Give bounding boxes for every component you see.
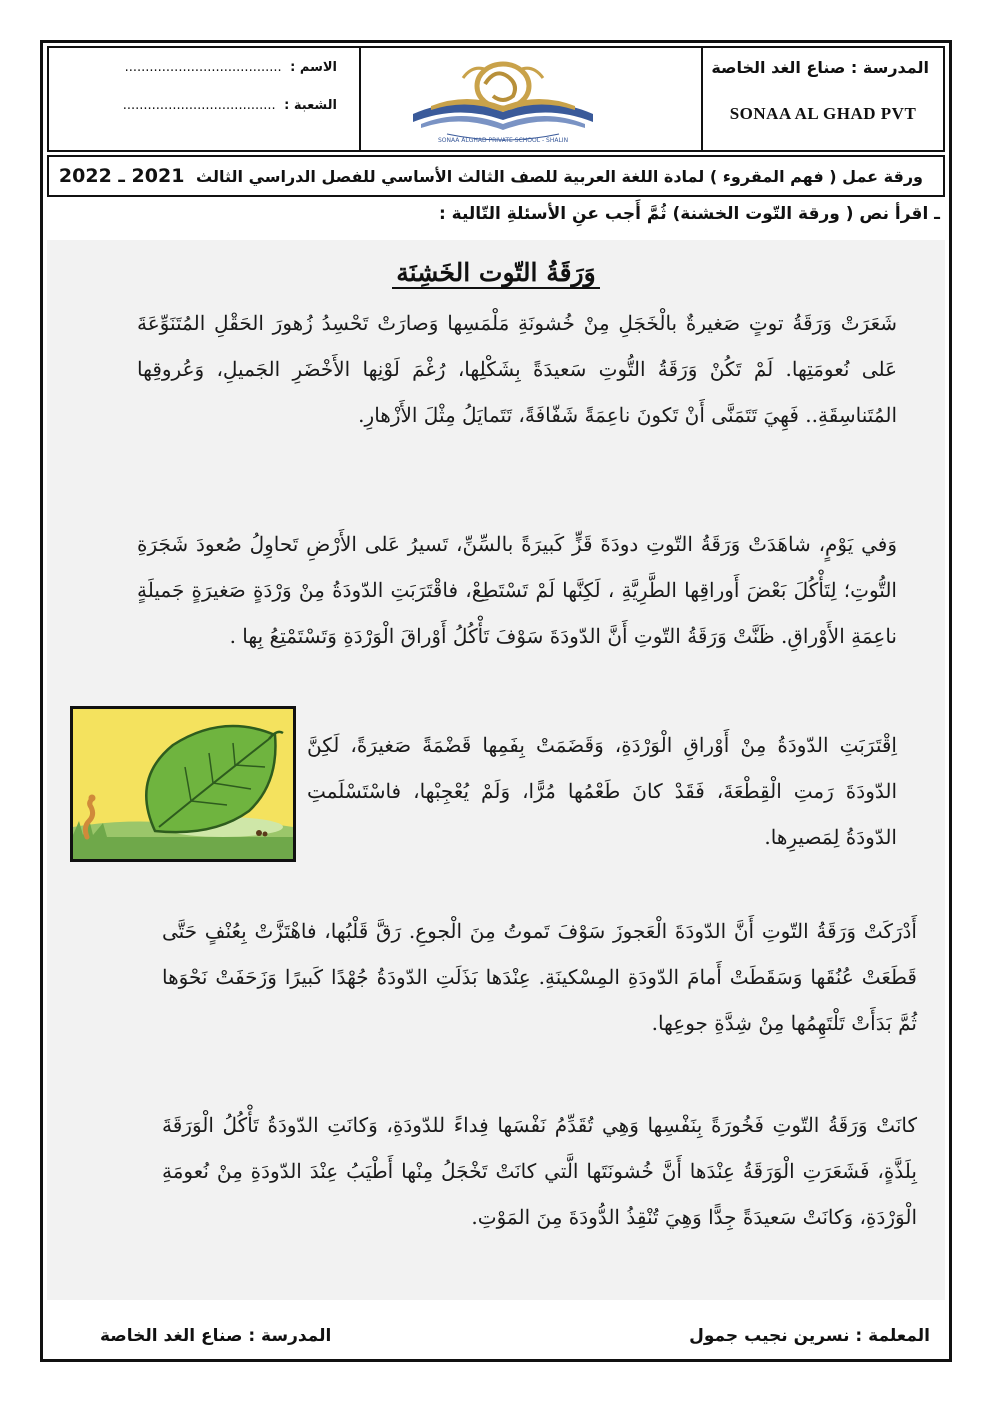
- leaf-illustration: [70, 706, 296, 862]
- footer-school-name: المدرسة : صناع الغد الخاصة: [100, 1326, 332, 1346]
- leaf-icon: [73, 709, 293, 859]
- section-blank[interactable]: .....................................: [122, 98, 276, 113]
- logo-caption: SONAA ALGHAD PRIVATE SCHOOL - SHALIN: [437, 137, 569, 144]
- story-title: [0, 258, 992, 287]
- story-title-text: وَرَقَةُ التّوت الخَشِنَة: [392, 258, 599, 289]
- story-paragraph-1: شَعَرَتْ وَرَقَةُ توتٍ صَغيرةٌ بالْخَجَلِ مِنْ خُشونَةِ مَلْمَسِها وَصارَتْ تَحْسِدُ زُهورَ الحَقْلِ المُتَنَوِّعَةَ عَلى نُعومَتِها. لَمْ تَكُنْ وَرَقَةُ التُّوتِ سَعيدَةً بِشَكْلِها، رُغْمَ لَوْنِها الأَخْضَرِ الجَميلِ، وَعُروقِها المُتَناسِقَةِ.. فَهِيَ تَتَمَنَّى أَنْ تَكونَ ناعِمَةً شَفّافَةً، تَتَمايَلُ مِثْلَ الأَزْهارِ.: [137, 311, 897, 427]
- reading-instruction: ـ اقرأ نص ( ورقة التّوت الخشنة) ثُمَّ أَجب عنِ الأسئلةِ التّالية :: [438, 204, 940, 224]
- worksheet-title: [47, 155, 945, 197]
- teacher-name: المعلمة : نسرين نجيب جمول: [689, 1326, 930, 1346]
- logo-area: [361, 48, 701, 150]
- story-paragraph-3: اِقْتَرَبَتِ الدّودَةُ مِنْ أَوْراقِ الْوَرْدَةِ، وَقَضَمَتْ بِفَمِها قَضْمَةً صَغيرَةً، لَكِنَّ الدّودَةَ رَمتِ الْقِطْعَةَ، فَقَدْ كانَ طَعْمُها مُرًّا، وَلَمْ يُعْجِبْها، فاسْتَسْلَمتِ الدّودَةُ لِمَصيرِها.: [307, 733, 897, 849]
- name-field[interactable]: [125, 60, 337, 75]
- school-logo: [403, 54, 603, 146]
- name-label: الاسم :: [290, 60, 337, 75]
- school-year: 2021 ـ 2022: [58, 165, 185, 187]
- worksheet-title-text: ورقة عمل ( فهم المقروء ) لمادة اللغة العربية للصف الثالث الأساسي للفصل الدراسي الثالث: [196, 167, 923, 186]
- header-box: [47, 46, 945, 152]
- school-info: [701, 48, 943, 150]
- school-name-english: SONAA AL GHAD PVT: [729, 104, 917, 123]
- story-paragraph-4: أَدْرَكَتْ وَرَقَةُ التّوتِ أَنَّ الدّودَةَ الْعَجوزَ سَوْفَ تَموتُ مِنَ الْجوعِ. رَقَّ قَلْبُها، فاهْتَزَّتْ بِعُنْفٍ حَتَّى قَطَعَتْ عُنُقَها وَسَقَطَتْ أَمامَ الدّودَةِ المِسْكينَةِ. عِنْدَها بَذَلَتِ الدّودَةُ جُهْدًا كَبيرًا وَزَحَفَتْ نَحْوَها ثُمَّ بَدَأَتْ تَلْتَهِمُها مِنْ شِدَّةِ جوعِها.: [162, 919, 917, 1035]
- student-info: [49, 48, 361, 150]
- section-field[interactable]: [123, 98, 337, 113]
- name-blank[interactable]: ......................................: [124, 60, 282, 75]
- school-name-arabic: المدرسة : صناع الغد الخاصة: [711, 58, 929, 77]
- section-label: الشعبة :: [284, 98, 337, 113]
- story-paragraph-5: كانَتْ وَرَقَةُ التّوتِ فَخُورَةً بِنَفْسِها وَهِي تُقَدِّمُ نَفْسَها فِداءً للدّودَةِ، وَكانَتِ الدّودَةُ تَأْكُلُ الْوَرَقَةَ بِلَذَّةٍ، فَشَعَرَتِ الْوَرَقَةُ عِنْدَها أَنَّ خُشونَتَها الَّتي كانَتْ تَخْجَلُ مِنْها أَطْيَبُ عِنْدَ الدّودَةِ مِنْ نُعومَةِ الْوَرْدَةِ، وَكانَتْ سَعيدَةً جِدًّا وَهِيَ تُنْقِذُ الدُّودَةَ مِنَ المَوْتِ.: [162, 1113, 917, 1229]
- story-paragraph-2: وَفي يَوْمٍ، شاهَدَتْ وَرَقَةُ التّوتِ دودَةَ قَزٍّ كَبيرَةً بالسِّنِّ، تَسيرُ عَلى الأَرْضِ تَحاوِلُ صُعودَ شَجَرَةِ التُّوتِ؛ لِتَأْكُلَ بَعْضَ أَوراقِها الطَّرِيَّةِ ، لَكِنَّها لَمْ تَسْتَطِعْ، فاقْتَرَبَتِ الدّودَةُ مِنْ وَرْدَةٍ صَغيرَةٍ جَميلَةٍ ناعِمَةِ الأَوْراقِ. ظَنَّتْ وَرَقَةُ التّوتِ أَنَّ الدّودَةَ سَوْفَ تَأْكُلُ أَوْراقَ الْوَرْدَةِ وَتَسْتَمْتِعُ بِها .: [137, 532, 897, 648]
